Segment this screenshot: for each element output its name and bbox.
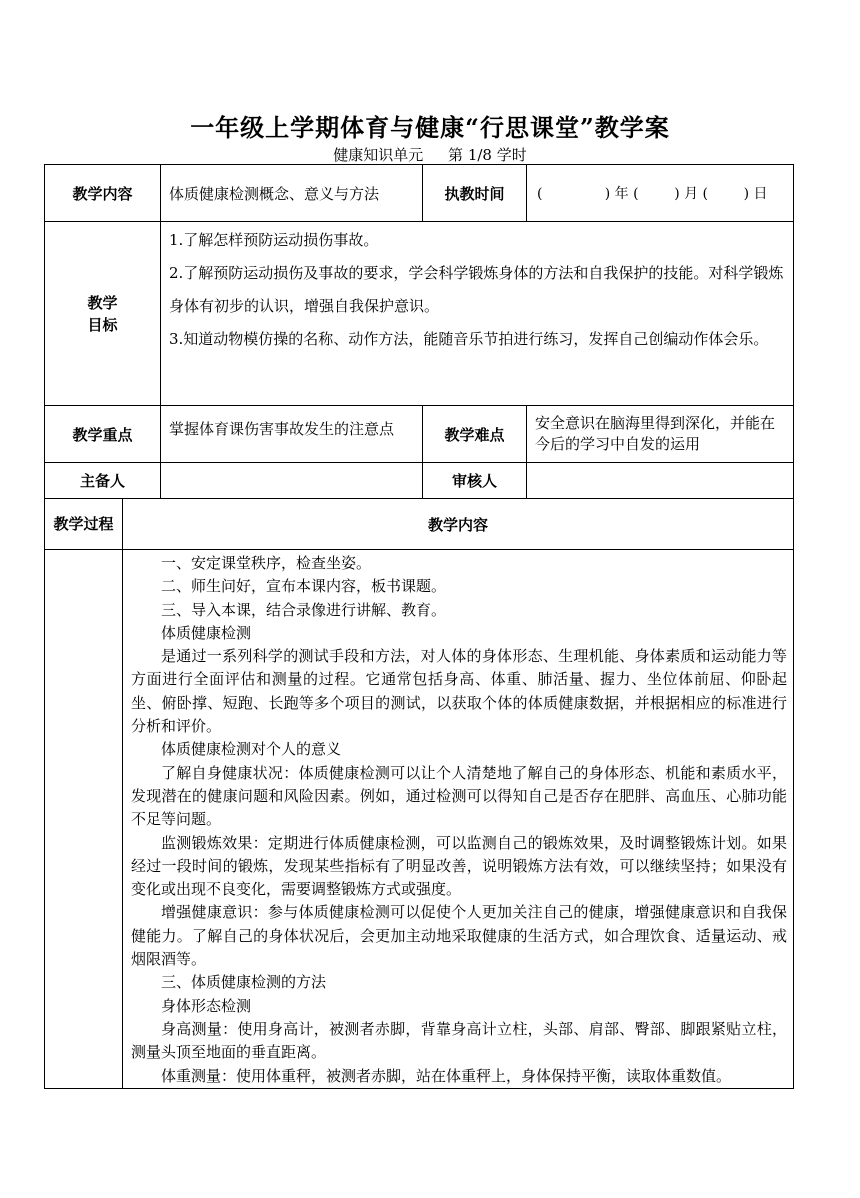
goals-row <box>45 222 794 406</box>
difficulty-value: 安全意识在脑海里得到深化，并能在今后的学习中自发的运用 <box>527 406 794 463</box>
process-table <box>44 498 794 1089</box>
content-row <box>45 165 794 222</box>
paragraph: 一、安定课堂秩序，检查坐姿。 <box>161 554 372 572</box>
reviewer-value <box>527 463 794 499</box>
process-body-row <box>45 550 794 1089</box>
paragraph: 身高测量：使用身高计，被测者赤脚，背靠身高计立柱，头部、肩部、臀部、脚跟紧贴立柱，测量头顶至地面的垂直距离。 <box>131 1019 787 1062</box>
preparer-value <box>161 463 423 499</box>
preparer-label: 主备人 <box>45 463 161 499</box>
process-content-header: 教学内容 <box>123 499 794 550</box>
lesson-info-table <box>44 164 794 499</box>
paragraph: 身体形态检测 <box>161 996 252 1015</box>
goal-item-3: 3.知道动物模仿操的名称、动作方法，能随音乐节拍进行练习，发挥自己创编动作体会乐。 <box>169 330 769 348</box>
goal-item-1: 1.了解怎样预防运动损伤事故。 <box>169 231 379 249</box>
paragraph: 三、体质健康检测的方法 <box>161 973 327 992</box>
content-label: 教学内容 <box>45 165 161 222</box>
paragraph: 是通过一系列科学的测试手段和方法，对人体的身体形态、生理机能、身体素质和运动能力等方面进行全面评估和测量的过程。它通常包括身高、体重、肺活量、握力、坐位体前屈、仰卧起坐、俯卧撑、短跑、长跑等多个项目的测试，以获取个体的体质健康数据，并根据相应的标准进行分析和评价。 <box>131 647 787 736</box>
goal-item-2: 2.了解预防运动损伤及事故的要求，学会科学锻炼身体的方法和自我保护的技能。对科学锻炼身体有初步的认识，增强自我保护意识。 <box>169 264 784 315</box>
process-header-row <box>45 499 794 550</box>
paragraph: 增强健康意识：参与体质健康检测可以促使个人更加关注自己的健康，增强健康意识和自我保健能力。了解自己的身体状况后，会更加主动地采取健康的生活方式，如合理饮食、适量运动、戒烟限酒等。 <box>131 903 787 969</box>
document-subtitle <box>0 144 860 165</box>
process-label: 教学过程 <box>45 499 123 550</box>
difficulty-label: 教学难点 <box>423 406 527 463</box>
time-label: 执教时间 <box>423 165 527 222</box>
key-value: 掌握体育课伤害事故发生的注意点 <box>161 406 423 463</box>
lesson-number: 第 1/8 学时 <box>448 146 527 164</box>
content-value: 体质健康检测概念、意义与方法 <box>161 165 423 222</box>
process-content <box>123 550 794 1089</box>
paragraph: 三、导入本课，结合录像进行讲解、教育。 <box>161 600 447 619</box>
time-value: ( ) 年 ( ) 月 ( ) 日 <box>527 165 794 222</box>
paragraph: 体质健康检测对个人的意义 <box>161 740 342 759</box>
paragraph: 二、师生问好，宣布本课内容，板书课题。 <box>161 577 447 596</box>
staff-row <box>45 463 794 499</box>
key-label: 教学重点 <box>45 406 161 463</box>
paragraph: 体重测量：使用体重秤，被测者赤脚，站在体重秤上，身体保持平衡，读取体重数值。 <box>161 1066 732 1085</box>
paragraph: 体质健康检测 <box>161 623 252 642</box>
paragraph: 了解自身健康状况：体质健康检测可以让个人清楚地了解自己的身体形态、机能和素质水平，发现潜在的健康问题和风险因素。例如，通过检测可以得知自己是否存在肥胖、高血压、心肺功能不足等问题。 <box>131 763 787 829</box>
unit-name: 健康知识单元 <box>333 146 424 164</box>
goals-label: 教学 目标 <box>45 222 161 406</box>
key-row <box>45 406 794 463</box>
process-stage-cell <box>45 550 123 1089</box>
reviewer-label: 审核人 <box>423 463 527 499</box>
goals-list <box>161 222 794 406</box>
paragraph: 监测锻炼效果：定期进行体质健康检测，可以监测自己的锻炼效果，及时调整锻炼计划。如果经过一段时间的锻炼，发现某些指标有了明显改善，说明锻炼方法有效，可以继续坚持；如果没有变化或出现不良变化，需要调整锻炼方式或强度。 <box>131 833 787 899</box>
document-title: 一年级上学期体育与健康“行思课堂”教学案 <box>190 113 670 142</box>
